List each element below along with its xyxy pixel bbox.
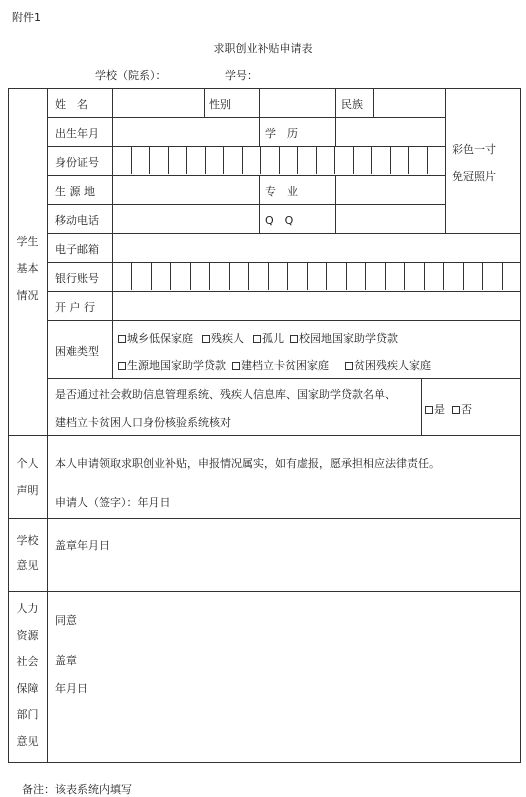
checkbox-icon xyxy=(202,335,210,343)
birth-field[interactable] xyxy=(113,118,258,145)
education-label: 学 历 xyxy=(265,127,298,140)
qq-label: Q Q xyxy=(265,214,294,227)
bank-account-digit-box[interactable] xyxy=(346,263,365,290)
id-number-digit-box[interactable] xyxy=(427,147,446,174)
verify-line1: 是否通过社会救助信息管理系统、残疾人信息库、国家助学贷款名单、 xyxy=(55,388,396,401)
id-number-digit-box[interactable] xyxy=(334,147,353,174)
bank-account-digit-box[interactable] xyxy=(190,263,209,290)
bank-account-digit-box[interactable] xyxy=(443,263,462,290)
bank-account-digit-box[interactable] xyxy=(463,263,482,290)
major-label: 专 业 xyxy=(265,185,298,198)
footer-note: 备注：该表系统内填写 xyxy=(22,783,132,796)
bank-account-digit-box[interactable] xyxy=(307,263,326,290)
birth-label: 出生年月 xyxy=(55,127,99,140)
bank-account-digit-box[interactable] xyxy=(229,263,248,290)
bank-account-digit-box[interactable] xyxy=(326,263,345,290)
bank-account-digit-box[interactable] xyxy=(287,263,306,290)
attachment-label: 附件1 xyxy=(12,11,41,24)
verify-yes-option[interactable]: 是 xyxy=(425,401,445,417)
section-label-hr: 人力 资源 社会 保障 部门 意见 xyxy=(16,602,39,748)
checkbox-icon xyxy=(118,362,126,370)
mobile-label: 移动电话 xyxy=(55,214,99,227)
qq-field[interactable] xyxy=(336,205,444,232)
section-label-student: 学生 基本 情况 xyxy=(16,235,39,302)
student-id-label: 学号： xyxy=(225,69,258,82)
id-number-digit-box[interactable] xyxy=(242,147,261,174)
photo-label-line2: 免冠照片 xyxy=(452,170,496,183)
id-number-digit-box[interactable] xyxy=(390,147,409,174)
difficulty-type-label: 困难类型 xyxy=(55,345,99,358)
checkbox-icon xyxy=(425,406,433,414)
declaration-statement: 本人申请领取求职创业补贴，申报情况属实，如有虚报，愿承担相应法律责任。 xyxy=(55,457,440,470)
id-number-digit-box[interactable] xyxy=(131,147,150,174)
id-number-digit-box[interactable] xyxy=(223,147,242,174)
id-number-digit-box[interactable] xyxy=(205,147,224,174)
email-field[interactable] xyxy=(113,234,520,261)
photo-label-line1: 彩色一寸 xyxy=(452,143,496,156)
origin-label: 生 源 地 xyxy=(55,185,95,198)
section-label-school: 学校 意见 xyxy=(16,534,39,572)
bank-account-digit-box[interactable] xyxy=(248,263,267,290)
verify-no-option[interactable]: 否 xyxy=(452,401,472,417)
hr-date: 年月日 xyxy=(55,682,88,695)
email-label: 电子邮箱 xyxy=(55,243,99,256)
bank-account-digit-box[interactable] xyxy=(112,263,131,290)
option-urban-rural-low-income[interactable]: 城乡低保家庭 xyxy=(118,330,193,346)
bank-account-digit-box[interactable] xyxy=(170,263,189,290)
id-number-digit-box[interactable] xyxy=(353,147,372,174)
bank-account-digit-box[interactable] xyxy=(268,263,287,290)
mobile-field[interactable] xyxy=(113,205,258,232)
id-number-digit-box[interactable] xyxy=(149,147,168,174)
id-number-digit-box[interactable] xyxy=(297,147,316,174)
id-number-label: 身份证号 xyxy=(55,156,99,169)
checkbox-icon xyxy=(345,362,353,370)
bank-account-digit-box[interactable] xyxy=(502,263,521,290)
education-field[interactable] xyxy=(336,118,444,145)
signature-line: 申请人（签字）：年月日 xyxy=(55,496,171,509)
checkbox-icon xyxy=(253,335,261,343)
option-disabled[interactable]: 残疾人 xyxy=(202,330,244,346)
bank-field[interactable] xyxy=(113,292,520,319)
bank-account-digit-box[interactable] xyxy=(209,263,228,290)
bank-label: 开 户 行 xyxy=(55,301,95,314)
bank-account-digit-box[interactable] xyxy=(365,263,384,290)
checkbox-icon xyxy=(290,335,298,343)
id-number-digit-box[interactable] xyxy=(186,147,205,174)
id-number-digit-box[interactable] xyxy=(112,147,131,174)
id-number-digit-box[interactable] xyxy=(371,147,390,174)
checkbox-icon xyxy=(118,335,126,343)
id-number-digit-box[interactable] xyxy=(279,147,298,174)
option-orphan[interactable]: 孤儿 xyxy=(253,330,284,346)
origin-field[interactable] xyxy=(113,176,258,203)
school-stamp-date: 盖章年月日 xyxy=(55,539,110,552)
gender-field[interactable] xyxy=(260,89,334,116)
school-label: 学校（院系）： xyxy=(95,69,167,82)
option-registered-poor[interactable]: 建档立卡贫困家庭 xyxy=(232,357,329,373)
verify-line2: 建档立卡贫困人口身份核验系统核对 xyxy=(55,416,231,429)
id-number-digit-box[interactable] xyxy=(168,147,187,174)
section-label-declaration: 个人 声明 xyxy=(16,457,39,497)
ethnicity-label: 民族 xyxy=(341,98,363,111)
id-number-digit-box[interactable] xyxy=(260,147,279,174)
bank-account-digit-box[interactable] xyxy=(424,263,443,290)
option-poor-disabled-family[interactable]: 贫困残疾人家庭 xyxy=(345,357,431,373)
name-field[interactable] xyxy=(113,89,203,116)
form-title: 求职创业补贴申请表 xyxy=(213,42,313,55)
bank-account-digit-box[interactable] xyxy=(482,263,501,290)
id-number-digit-box[interactable] xyxy=(408,147,427,174)
bank-account-digit-box[interactable] xyxy=(151,263,170,290)
name-label: 姓 名 xyxy=(55,98,88,111)
option-campus-loan[interactable]: 校园地国家助学贷款 xyxy=(290,330,398,346)
gender-label: 性别 xyxy=(209,98,231,111)
checkbox-icon xyxy=(452,406,460,414)
bank-account-digit-box[interactable] xyxy=(404,263,423,290)
option-origin-loan[interactable]: 生源地国家助学贷款 xyxy=(118,357,226,373)
checkbox-icon xyxy=(232,362,240,370)
bank-account-digit-box[interactable] xyxy=(385,263,404,290)
ethnicity-field[interactable] xyxy=(374,89,444,116)
hr-agree: 同意 xyxy=(55,614,77,627)
bank-account-digit-box[interactable] xyxy=(131,263,150,290)
bank-account-label: 银行账号 xyxy=(55,272,99,285)
hr-stamp: 盖章 xyxy=(55,654,77,667)
major-field[interactable] xyxy=(336,176,444,203)
id-number-digit-box[interactable] xyxy=(316,147,335,174)
